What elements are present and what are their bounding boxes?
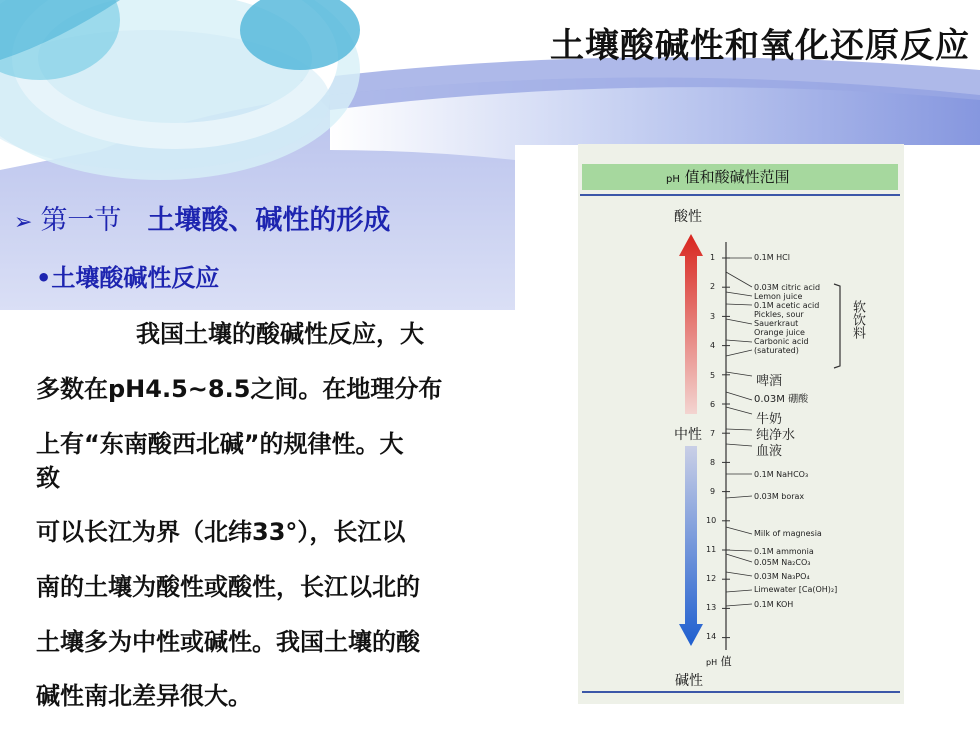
ph-tick-label: 5 (710, 371, 716, 380)
figure-header-prefix: pH (666, 174, 680, 185)
ph-tick-label: 8 (710, 458, 716, 467)
chem-label: 0.1M ammonia (754, 547, 814, 556)
chem-label: Carbonic acid (754, 337, 809, 346)
leader-line (726, 272, 752, 287)
leader-line (726, 496, 752, 498)
paragraph-line: 可以长江为界（北纬33°），长江以 (36, 518, 406, 546)
section-number: 第一节 (40, 205, 122, 236)
axis-unit (706, 653, 732, 669)
base-label: 碱性 (675, 673, 703, 689)
soft-drink-label: 软饮料 (850, 300, 865, 339)
axis-unit-prefix: pH (706, 658, 718, 667)
acid-label: 酸性 (674, 209, 702, 225)
ph-tick-label: 9 (710, 487, 716, 496)
chem-label: 0.1M acetic acid (754, 301, 820, 310)
chem-label: Lemon juice (754, 292, 803, 301)
paragraph-line: 我国土壤的酸碱性反应，大 (136, 320, 424, 348)
leader-line (726, 350, 752, 356)
leader-line (726, 407, 752, 414)
leader-line (726, 392, 752, 400)
chem-label: 0.03M Na₃PO₄ (754, 572, 810, 581)
leader-line (726, 340, 752, 342)
figure-header-text: 值和酸碱性范围 (684, 168, 790, 186)
chem-label: 0.1M NaHCO₃ (754, 470, 809, 479)
ph-tick-label: 2 (710, 282, 716, 291)
ph-tick-label: 12 (706, 574, 717, 583)
leader-line (726, 444, 752, 446)
ph-tick-label: 13 (706, 603, 717, 612)
leader-line (726, 292, 752, 296)
ph-tick-label: 1 (710, 253, 716, 262)
leader-line (726, 572, 752, 576)
leader-line (726, 590, 752, 592)
leader-line (726, 319, 752, 324)
leader-line (726, 304, 752, 305)
slide-title: 土壤酸碱性和氧化还原反应 (550, 26, 970, 66)
ph-tick-label: 10 (706, 516, 717, 525)
chem-label: Milk of magnesia (754, 529, 822, 538)
base-arrow (679, 446, 703, 646)
ph-tick-label: 3 (710, 312, 716, 321)
paragraph-line: 多数在pH4.5~8.5之间。在地理分布 (36, 375, 443, 403)
chem-label: Sauerkraut (754, 319, 799, 328)
ph-scale-figure (578, 144, 904, 704)
milk-label: 牛奶 (756, 412, 783, 427)
chem-label: Orange juice (754, 328, 805, 337)
bullet-heading: •土壤酸碱性反应 (36, 264, 220, 292)
paragraph-line: 土壤多为中性或碱性。我国土壤的酸 (36, 628, 420, 656)
leader-line (726, 429, 752, 430)
chem-label: Pickles, sour (754, 310, 804, 319)
paragraph-line: 致 (36, 464, 60, 492)
soft-drink-bracket (834, 284, 840, 368)
paragraph-line: 南的土壤为酸性或酸性，长江以北的 (36, 573, 420, 601)
ph-tick-label: 4 (710, 341, 716, 350)
arrow-bullet-icon: ➢ (14, 210, 33, 235)
ph-tick-label: 6 (710, 400, 716, 409)
neutral-label: 中性 (674, 427, 702, 443)
chem-label: 0.1M KOH (754, 600, 794, 609)
blood-label: 血液 (756, 444, 783, 459)
chem-label: Limewater [Ca(OH)₂] (754, 585, 838, 594)
ph-tick-label: 11 (706, 545, 717, 554)
leader-line (726, 554, 752, 562)
axis-unit-text: 值 (720, 655, 732, 668)
chem-label: 0.1M HCl (754, 253, 790, 262)
paragraph-line: 碱性南北差异很大。 (36, 682, 252, 710)
ph-tick-label: 7 (710, 429, 716, 438)
section-title: 土壤酸、碱性的形成 (147, 205, 391, 236)
leader-line (726, 550, 752, 551)
chem-label: 0.03M citric acid (754, 283, 821, 292)
chem-label: (saturated) (754, 346, 799, 355)
leader-line (726, 372, 752, 376)
section-heading (14, 198, 390, 237)
leader-line (726, 604, 752, 606)
chem-label: 0.03M borax (754, 492, 805, 501)
pure-water-label: 纯净水 (756, 428, 796, 443)
beer-label: 啤酒 (756, 374, 783, 389)
acid-arrow (679, 234, 703, 414)
chem-label: 0.05M Na₂CO₃ (754, 558, 811, 567)
paragraph-line: 上有“东南酸西北碱”的规律性。大 (36, 430, 404, 458)
leader-line (726, 527, 752, 534)
ph-tick-label: 14 (706, 632, 717, 641)
ph-arrow-graphic (578, 144, 904, 704)
chem-label: 0.03M 硼酸 (754, 394, 809, 405)
